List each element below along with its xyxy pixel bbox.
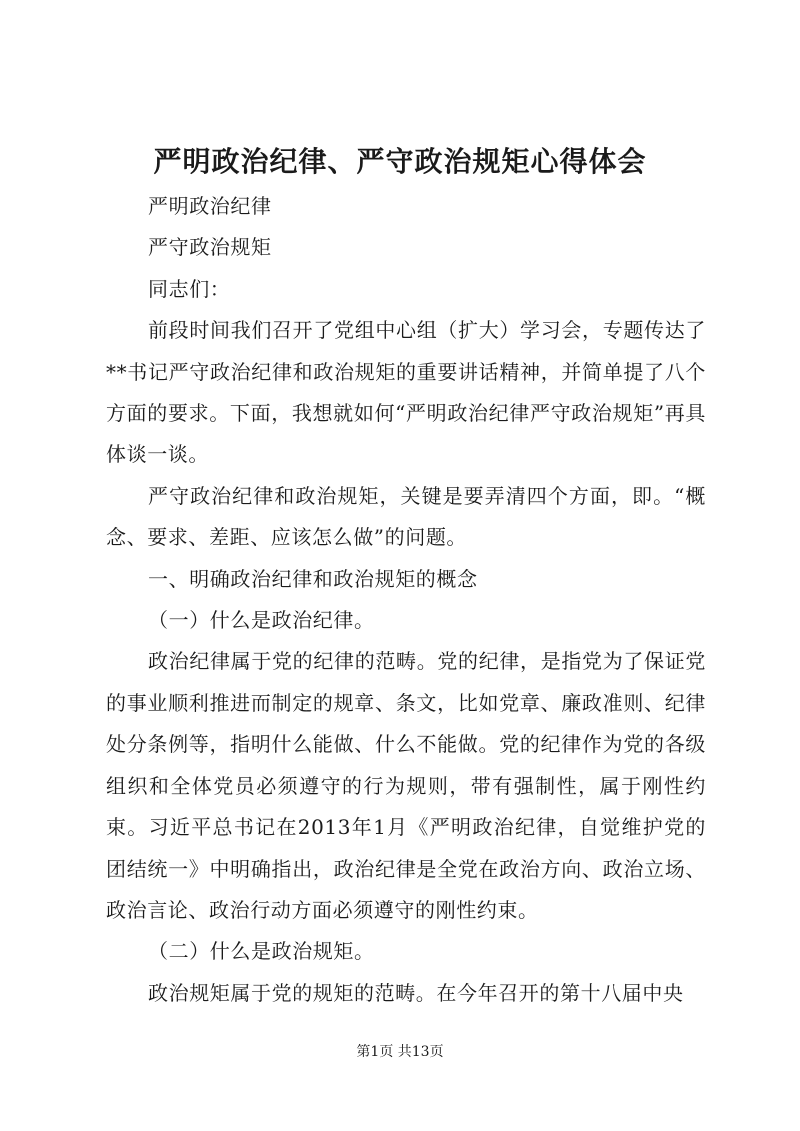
section-heading: 一、明确政治纪律和政治规矩的概念 (148, 566, 478, 591)
subsection-heading: （一）什么是政治纪律。 (148, 608, 375, 633)
paragraph: 前段时间我们召开了党组中心组（扩大）学习会，专题传达了**书记严守政治纪律和政治规矩的重要讲话精神，并简单提了八个方面的要求。下面，我想就如何“严明政治纪律严守政治规矩”再具体谈一谈。 (106, 318, 706, 467)
paragraph: 严守政治规矩 (148, 235, 272, 260)
subsection-heading: （二）什么是政治规矩。 (148, 939, 375, 964)
paragraph: 严明政治纪律 (148, 194, 272, 218)
document-title: 严明政治纪律、严守政治规矩心得体会 (153, 145, 647, 178)
paragraph: 严守政治纪律和政治规矩，关键是要弄清四个方面，即。“概念、要求、差距、应该怎么做”的问题。 (106, 483, 706, 550)
document-body (106, 186, 706, 1014)
paragraph: 政治规矩属于党的规矩的范畴。在今年召开的第十八届中央 (148, 980, 684, 1005)
page-footer: 第1页 共13页 (356, 1044, 444, 1060)
paragraph: 政治纪律属于党的纪律的范畴。党的纪律，是指党为了保证党的事业顺利推进而制定的规章、条文，比如党章、廉政准则、纪律处分条例等，指明什么能做、什么不能做。党的纪律作为党的各级组织和全体党员必须遵守的行为规则，带有强制性，属于刚性约束。习近平总书记在2013年1月《严明政治纪律，自觉维护党的团结统一》中明确指出，政治纪律是全党在政治方向、政治立场、政治言论、政治行动方面必须遵守的刚性约束。 (106, 649, 706, 922)
paragraph: 同志们： (148, 276, 231, 301)
